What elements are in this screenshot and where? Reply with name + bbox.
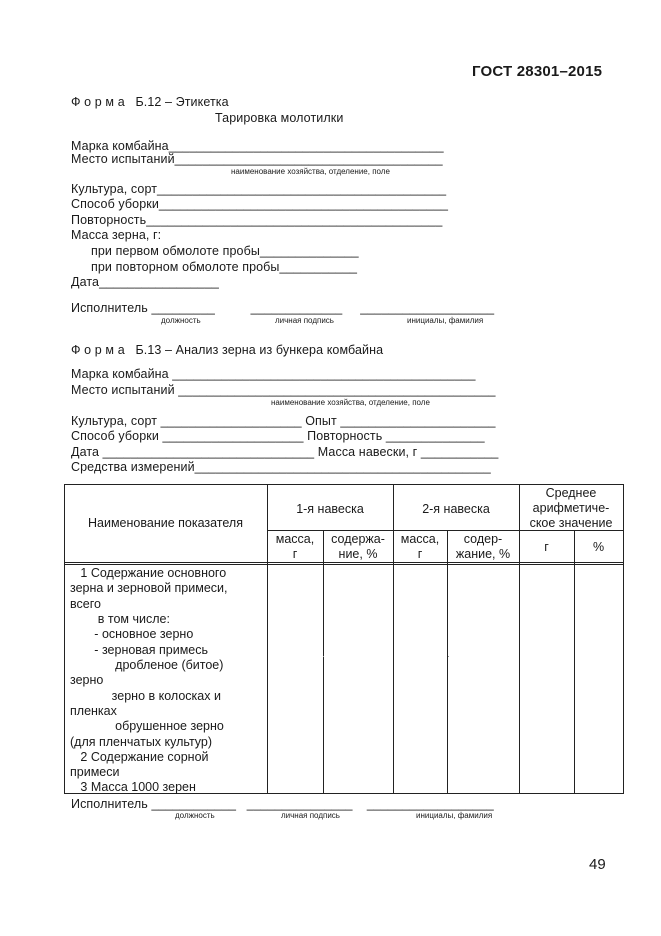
table-row-text: в том числе: bbox=[70, 612, 170, 626]
table-row-text: 1 Содержание основного bbox=[70, 566, 227, 580]
b13-instruments-line: Средства измерений__________________________________________ bbox=[71, 460, 491, 474]
table-row-text: примеси bbox=[70, 765, 120, 779]
date-line: Дата_________________ bbox=[71, 275, 219, 289]
table-row-text: зерно bbox=[70, 673, 104, 687]
standard-number: ГОСТ 28301–2015 bbox=[472, 63, 603, 80]
repeat-threshing-line: при повторном обмолоте пробы___________ bbox=[91, 260, 358, 274]
col-second-sample: 2-я навеска bbox=[422, 502, 490, 516]
grain-mass-label: Масса зерна, г: bbox=[71, 228, 162, 242]
form-b12-subtitle: Тарировка молотилки bbox=[215, 111, 344, 125]
form-b13-title: Ф о р м а Б.13 – Анализ зерна из бункера комбайна bbox=[71, 343, 384, 357]
scan-dot bbox=[323, 656, 324, 657]
col-indicator-name: Наименование показателя bbox=[88, 516, 243, 530]
b13-executor-line: Исполнитель ____________ _______________ __________________ bbox=[71, 797, 494, 811]
place-hint: наименование хозяйства, отделение, поле bbox=[231, 167, 390, 176]
table-row-text: 3 Масса 1000 зерен bbox=[70, 780, 196, 794]
sub-content-2: содер- жание, % bbox=[455, 532, 511, 561]
table-row-text: - основное зерно bbox=[70, 627, 194, 641]
sub-content-1: содержа- ние, % bbox=[331, 532, 385, 561]
b13-combine-brand-line: Марка комбайна ___________________________________________ bbox=[71, 367, 476, 381]
b13-date-line: Дата ______________________________ Масса навески, г ___________ bbox=[71, 445, 499, 459]
table-row-text: всего bbox=[70, 597, 101, 611]
table-row-text: зерна и зерновой примеси, bbox=[70, 581, 228, 595]
b13-position-label: должность bbox=[175, 811, 215, 820]
grain-analysis-table bbox=[64, 484, 624, 794]
harvest-method-line: Способ уборки_________________________________________ bbox=[71, 197, 449, 211]
col-mean-value: Среднее арифметиче- ское значение bbox=[529, 486, 613, 530]
b13-place-hint: наименование хозяйства, отделение, поле bbox=[271, 398, 430, 407]
b13-crop-line: Культура, сорт ____________________ Опыт ______________________ bbox=[71, 414, 496, 428]
repetition-line: Повторность__________________________________________ bbox=[71, 213, 443, 227]
test-place-line: Место испытаний______________________________________ bbox=[71, 152, 443, 166]
form-b12-title: Ф о р м а Б.12 – Этикетка bbox=[71, 95, 229, 109]
table-row-text: зерно в колосках и bbox=[70, 689, 221, 703]
b13-test-place-line: Место испытаний _____________________________________________ bbox=[71, 383, 496, 397]
executor-line: Исполнитель _________ _____________ ___________________ bbox=[71, 301, 495, 315]
table-row-text: обрушенное зерно bbox=[70, 719, 224, 733]
table-row-text: пленках bbox=[70, 704, 117, 718]
b13-name-label: инициалы, фамилия bbox=[416, 811, 493, 820]
table-row-text: дробленое (битое) bbox=[70, 658, 224, 672]
table-row-text: 2 Содержание сорной bbox=[70, 750, 209, 764]
name-label: инициалы, фамилия bbox=[407, 316, 484, 325]
sub-mass-2: масса, г bbox=[400, 532, 440, 561]
sub-mass-1: масса, г bbox=[275, 532, 315, 561]
col-first-sample: 1-я навеска bbox=[296, 502, 364, 516]
crop-variety-line: Культура, сорт_________________________________________ bbox=[71, 182, 447, 196]
table-row-text: - зерновая примесь bbox=[70, 643, 209, 657]
table-row-text: (для пленчатых культур) bbox=[70, 735, 213, 749]
sub-mean-percent: % bbox=[592, 540, 605, 554]
combine-brand-line: Марка комбайна_______________________________________ bbox=[71, 139, 444, 153]
b13-signature-label: личная подпись bbox=[281, 811, 340, 820]
first-threshing-line: при первом обмолоте пробы______________ bbox=[91, 244, 359, 258]
signature-label: личная подпись bbox=[275, 316, 334, 325]
scan-dot bbox=[448, 656, 449, 657]
b13-harvest-line: Способ уборки ____________________ Повторность ______________ bbox=[71, 429, 485, 443]
position-label: должность bbox=[161, 316, 201, 325]
sub-mean-g: г bbox=[544, 540, 549, 554]
page-number: 49 bbox=[589, 856, 606, 873]
